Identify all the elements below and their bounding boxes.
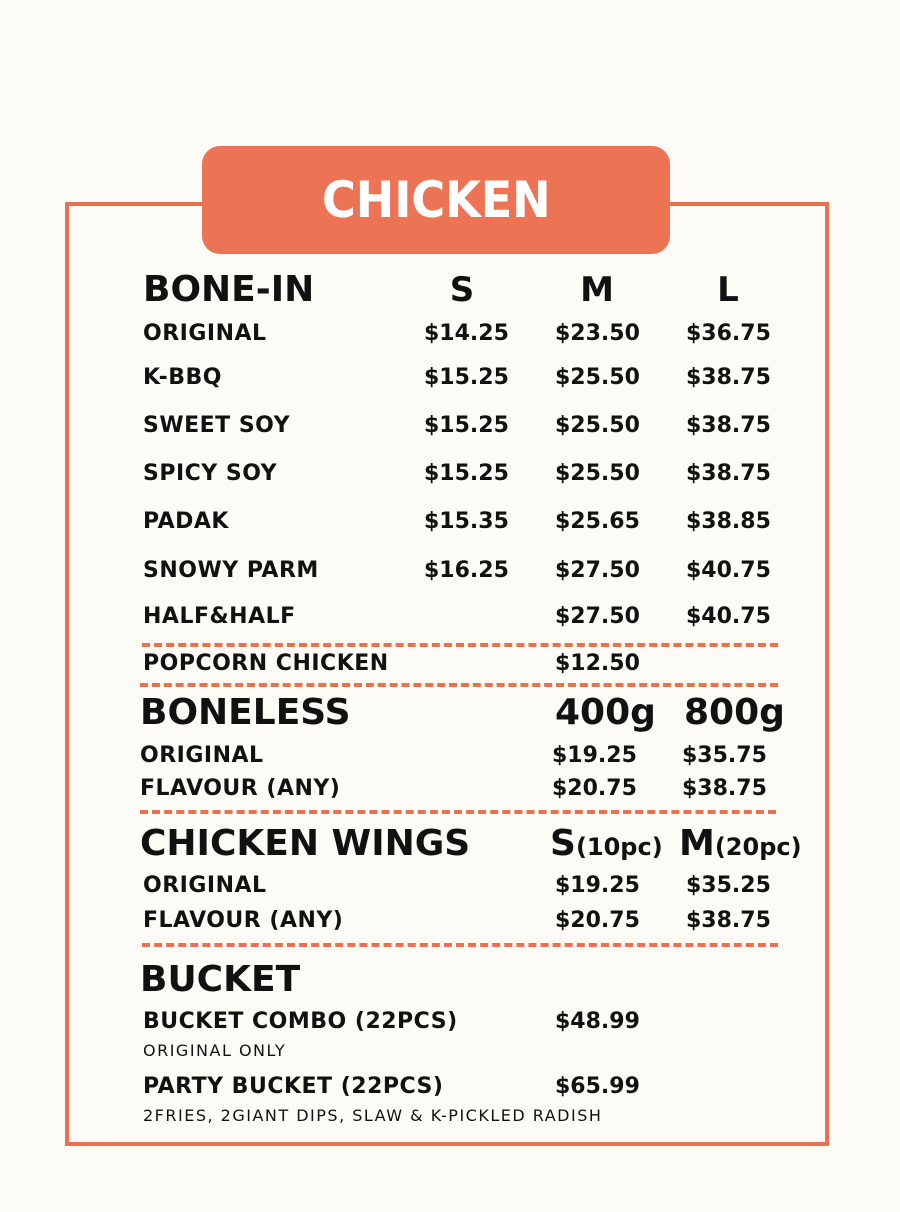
price-l: $38.75 [686,413,771,438]
price-800g: $35.75 [682,743,767,768]
price-m: $35.25 [686,873,771,898]
price-400g: $20.75 [552,776,637,801]
price-s: $16.25 [424,558,509,583]
item-name: K-BBQ [143,365,223,390]
price-l: $40.75 [686,604,771,629]
price-m: $25.50 [555,365,640,390]
item-name: FLAVOUR (ANY) [143,908,344,933]
title-banner [202,146,670,254]
bone-in-heading: BONE-IN [143,269,315,310]
item-name: ORIGINAL [143,321,267,346]
item-name: SPICY SOY [143,461,278,486]
price-l: $38.75 [686,365,771,390]
price-m: $25.65 [555,509,640,534]
size-header-400g: 400g [555,692,656,733]
price-m: $25.50 [555,413,640,438]
size-header-s: S [449,270,475,310]
price-s: $15.25 [424,365,509,390]
size-header-m: M [580,270,614,310]
divider [142,643,778,647]
wings-heading: CHICKEN WINGS [140,823,471,864]
price: $48.99 [555,1009,640,1034]
size-count: (10pc) [575,833,663,861]
size-header-l: L [717,270,739,310]
price: $12.50 [555,651,640,676]
size-letter: M [679,823,715,864]
size-count: (20pc) [714,833,802,861]
item-name: ORIGINAL [143,873,267,898]
price-l: $40.75 [686,558,771,583]
item-name: ORIGINAL [140,743,264,768]
price: $65.99 [555,1074,640,1099]
divider [142,943,778,947]
divider [140,810,776,814]
price-400g: $19.25 [552,743,637,768]
price-m: $25.50 [555,461,640,486]
item-note: ORIGINAL ONLY [143,1041,287,1060]
price-800g: $38.75 [682,776,767,801]
price-l: $38.75 [686,461,771,486]
item-name: SNOWY PARM [143,558,319,583]
price-s: $19.25 [555,873,640,898]
price-s: $15.25 [424,413,509,438]
price-s: $15.35 [424,509,509,534]
size-header-wings-m [679,824,802,864]
item-name: PADAK [143,509,229,534]
size-letter: S [550,823,576,864]
price-l: $38.85 [686,509,771,534]
price-s: $14.25 [424,321,509,346]
menu-title: CHICKEN [321,171,551,229]
item-name: PARTY BUCKET (22PCS) [143,1074,444,1099]
item-name: FLAVOUR (ANY) [140,776,341,801]
price-l: $36.75 [686,321,771,346]
price-s: $20.75 [555,908,640,933]
size-header-800g: 800g [684,692,785,733]
price-m: $27.50 [555,558,640,583]
divider [140,683,778,687]
boneless-heading: BONELESS [140,692,351,733]
price-m: $38.75 [686,908,771,933]
price-s: $15.25 [424,461,509,486]
item-note: 2FRIES, 2GIANT DIPS, SLAW & K-PICKLED RADISH [143,1106,603,1125]
item-name: POPCORN CHICKEN [143,651,389,676]
item-name: SWEET SOY [143,413,291,438]
price-m: $23.50 [555,321,640,346]
price-m: $27.50 [555,604,640,629]
item-name: BUCKET COMBO (22PCS) [143,1009,458,1034]
size-header-wings-s [550,824,663,864]
bucket-heading: BUCKET [140,959,301,1000]
item-name: HALF&HALF [143,604,296,629]
